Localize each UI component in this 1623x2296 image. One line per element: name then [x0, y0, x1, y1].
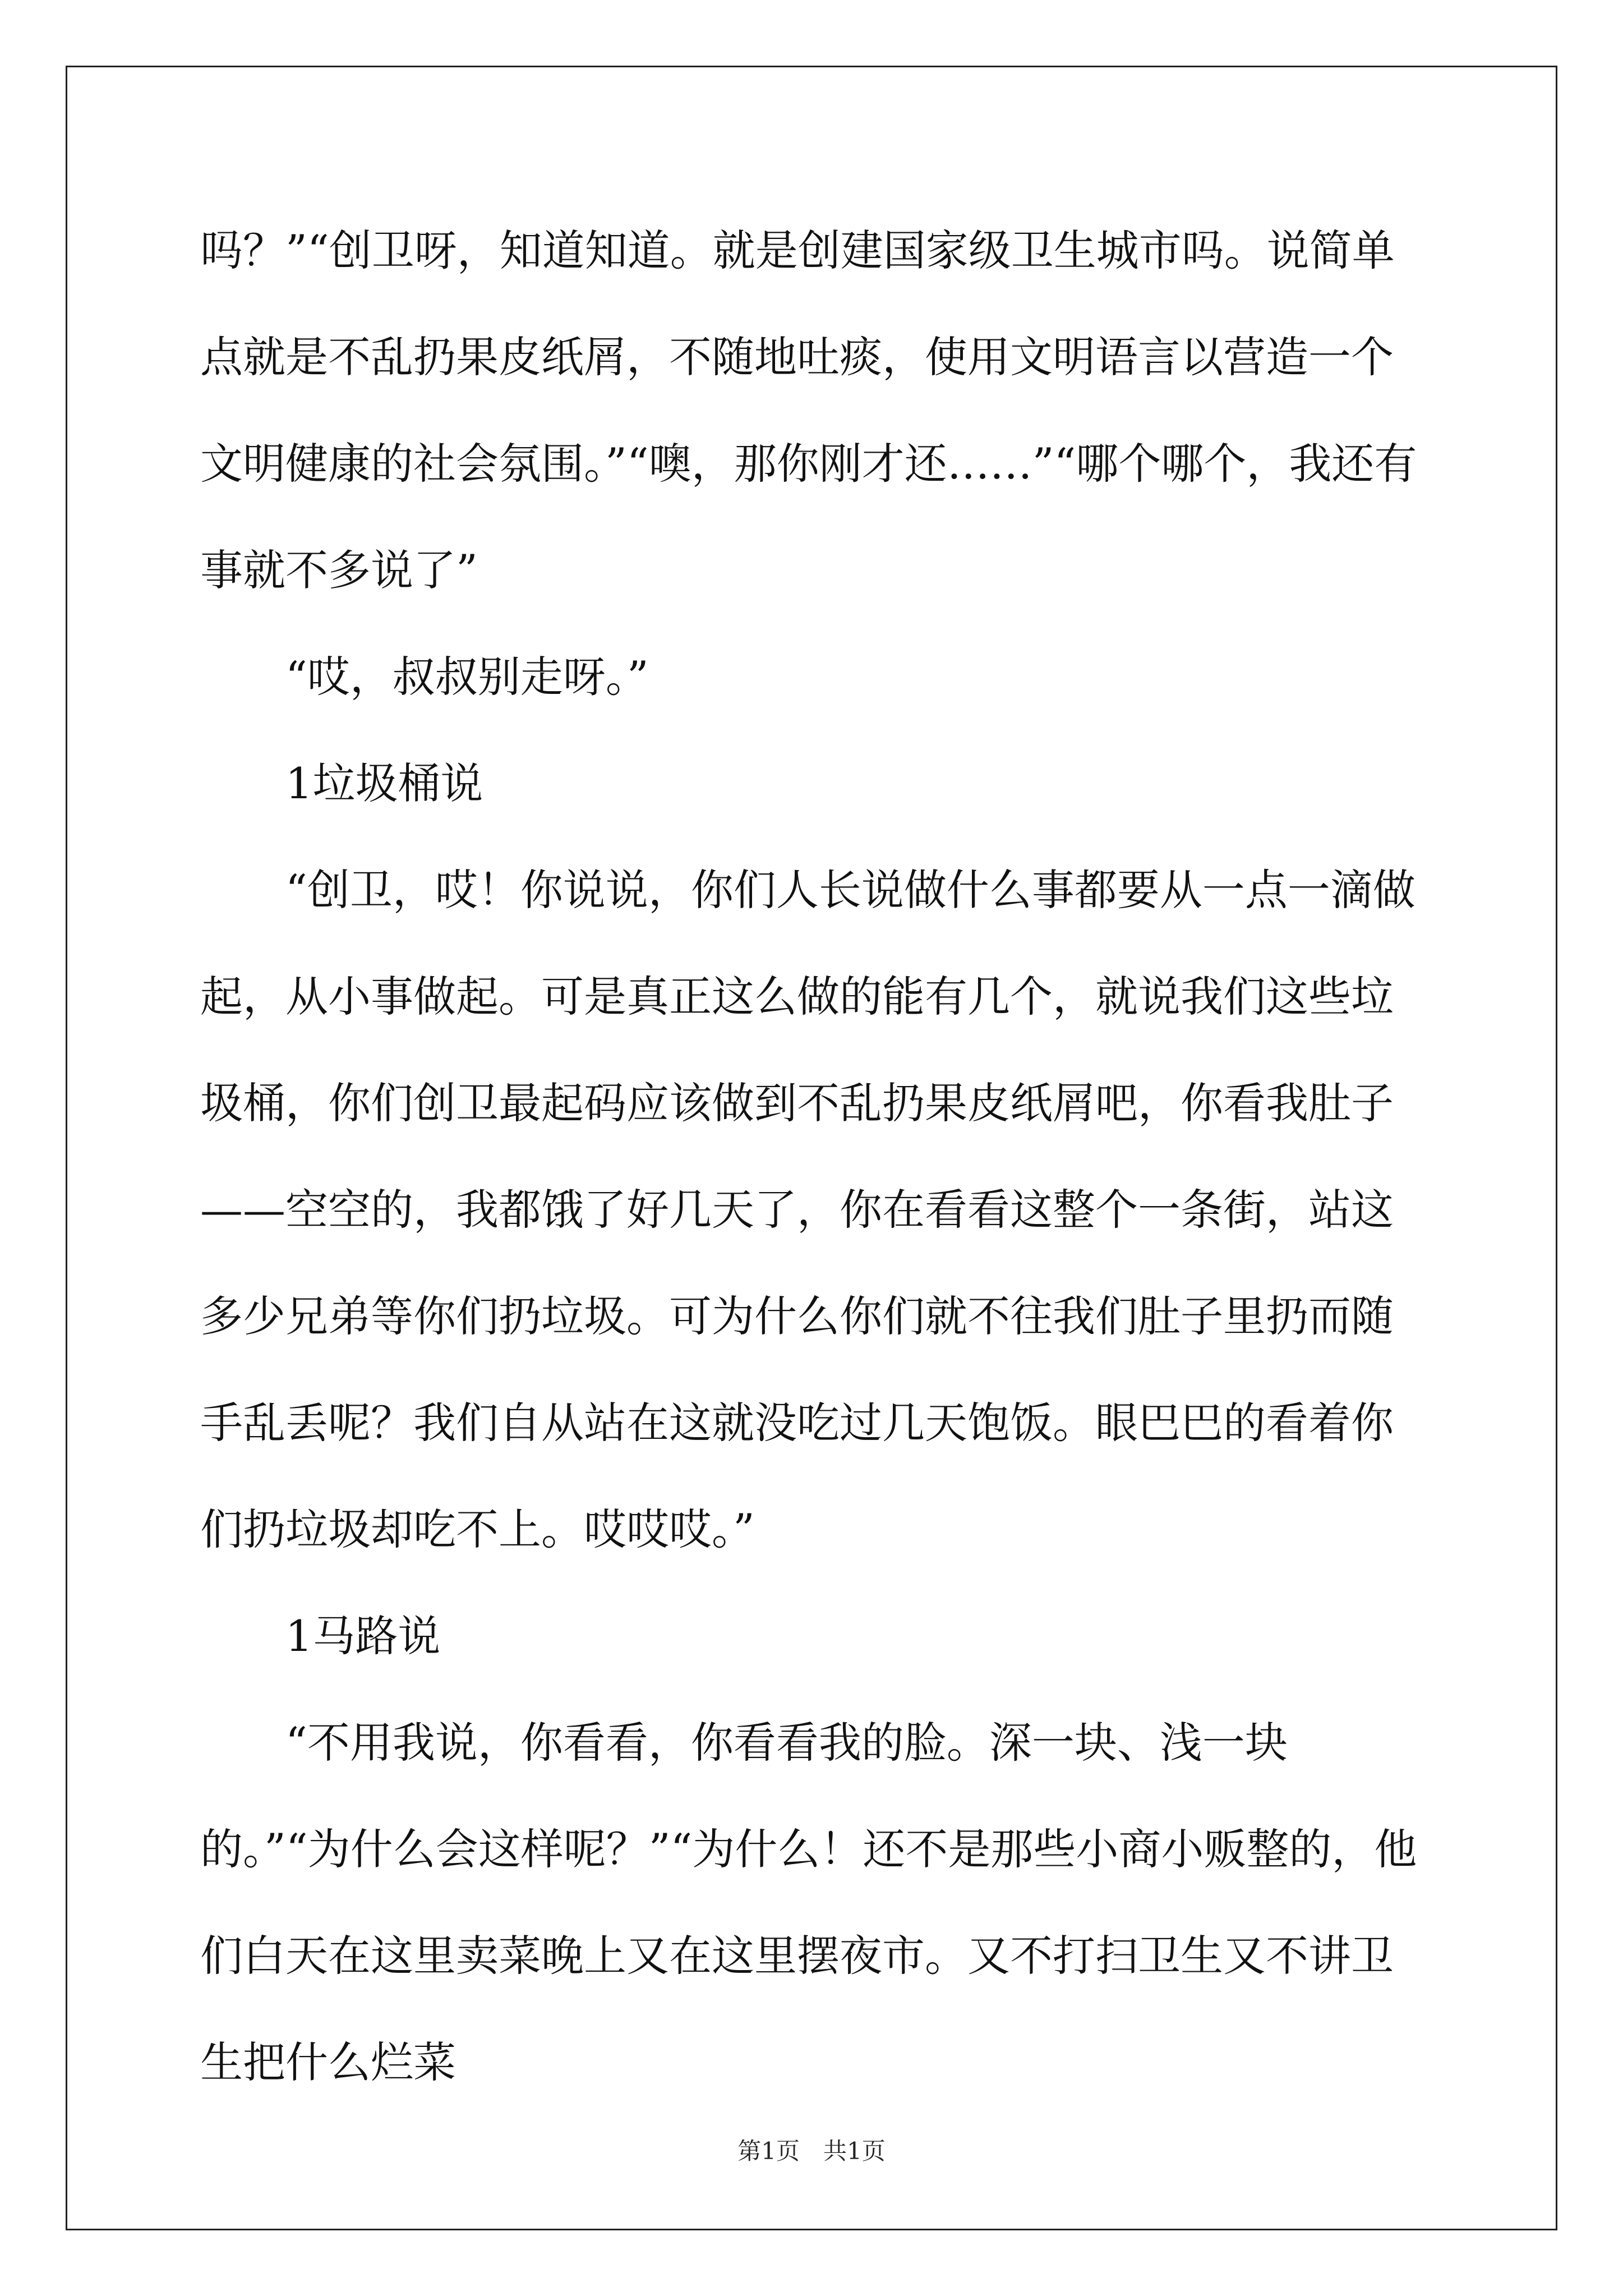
page-number-footer: 第1页 共1页: [737, 2137, 886, 2165]
paragraph: “不用我说，你看看，你看看我的脸。深一块、浅一块的。”“为什么会这样呢？”“为什么！还不是那些小商小贩整的，他们白天在这里卖菜晚上又在这里摆夜市。又不打扫卫生又不讲卫生把什么烂菜: [200, 1718, 1417, 2087]
section-heading: 1马路说: [285, 1611, 441, 1661]
paragraph: “哎，叔叔别走呀。”: [285, 652, 649, 702]
document-body: [200, 197, 1434, 2116]
paragraph: “创卫，哎！你说说，你们人长说做什么事都要从一点一滴做起，从小事做起。可是真正这么做的能有几个，就说我们这些垃圾桶，你们创卫最起码应该做到不乱扔果皮纸屑吧，你看我肚子——空空的，我都饿了好几天了，你在看看这整个一条街，站这多少兄弟等你们扔垃圾。可为什么你们就不往我们肚子里扔而随手乱丢呢？我们自从站在这就没吃过几天饱饭。眼巴巴的看着你们扔垃圾却吃不上。哎哎哎。”: [200, 865, 1415, 1554]
paragraph: 吗？”“创卫呀，知道知道。就是创建国家级卫生城市吗。说简单点就是不乱扔果皮纸屑，不随地吐痰，使用文明语言以营造一个文明健康的社会氛围。”“噢，那你刚才还……”“哪个哪个，我还有事就不多说了”: [200, 226, 1417, 595]
section-heading: 1垃圾桶说: [285, 758, 483, 808]
